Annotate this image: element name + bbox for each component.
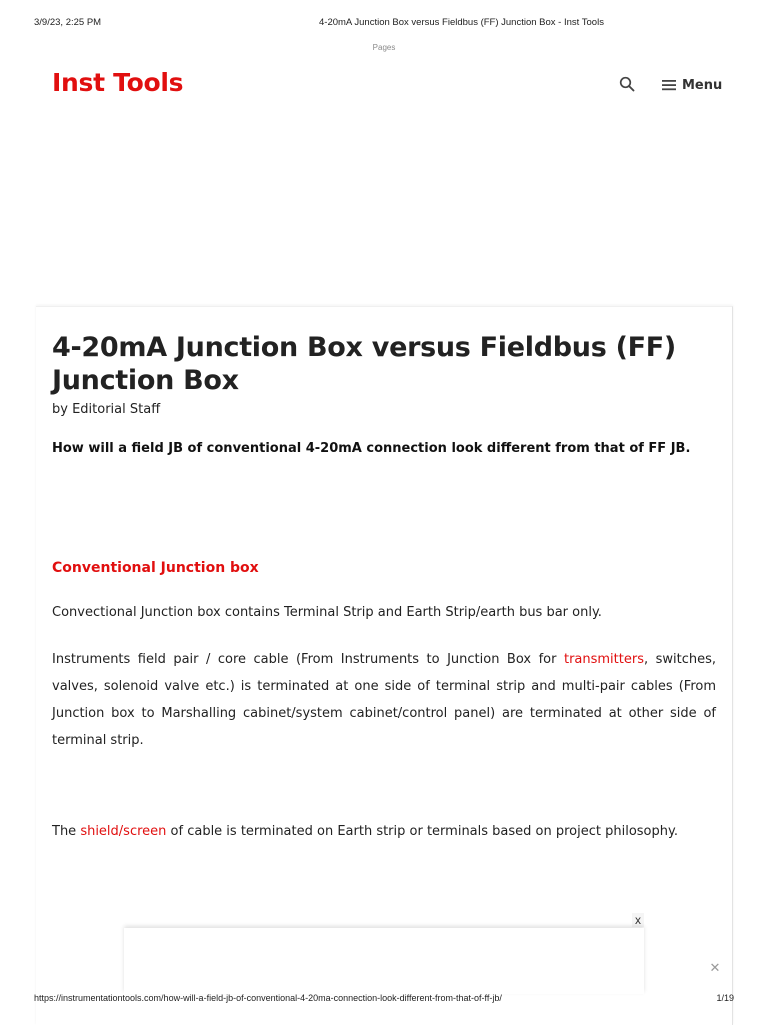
article-title: 4-20mA Junction Box versus Fieldbus (FF) Junction Box [52,332,676,396]
bottom-ad-banner[interactable] [124,928,644,994]
article-lead: How will a field JB of conventional 4-20mA connection look different from that of FF JB. [52,441,691,456]
site-header [0,60,768,110]
ad-close-button[interactable]: x [632,913,644,927]
paragraph-shield [52,818,716,845]
print-date: 3/9/23, 2:25 PM [34,17,102,28]
menu-label: Menu [682,77,723,93]
menu-button[interactable] [662,75,722,95]
paragraph-text: of cable is terminated on Earth strip or terminals based on project philosophy. [166,824,678,839]
site-title[interactable]: Inst Tools [52,68,184,97]
hamburger-icon [662,79,676,91]
print-url: https://instrumentationtools.com/how-will-a-field-jb-of-conventional-4-20ma-connection-look-different-from-that-of-ff-jb/ [34,993,502,1003]
article-byline: by Editorial Staff [52,402,161,417]
search-icon [619,76,635,92]
paragraph-text: Instruments field pair / core cable (From Instruments to Junction Box for [52,652,564,667]
close-icon[interactable]: ✕ [709,961,721,976]
shield-screen-link[interactable]: shield/screen [80,824,167,839]
paragraph-text: The [52,824,81,839]
pages-label: Pages [372,43,396,52]
transmitters-link[interactable]: transmitters [563,652,644,667]
print-document-title: 4-20mA Junction Box versus Fieldbus (FF) Junction Box - Inst Tools [319,17,604,28]
print-header [34,17,734,31]
paragraph-field-cable [52,646,716,754]
print-footer [34,993,734,1007]
ad-placeholder [36,120,732,300]
paragraph-terminal-strip: Convectional Junction box contains Terminal Strip and Earth Strip/earth bus bar only. [52,605,602,620]
page-number: 1/19 [716,993,734,1003]
section-heading: Conventional Junction box [52,560,259,576]
paragraph-text: , switches, valves, solenoid valve etc.) is terminated at one side of terminal strip and multi-pair cables (From Junction box to Marshalling cabinet/system cabinet/control panel) are terminated at other side of terminal strip. [52,652,717,748]
search-button[interactable] [619,76,637,94]
